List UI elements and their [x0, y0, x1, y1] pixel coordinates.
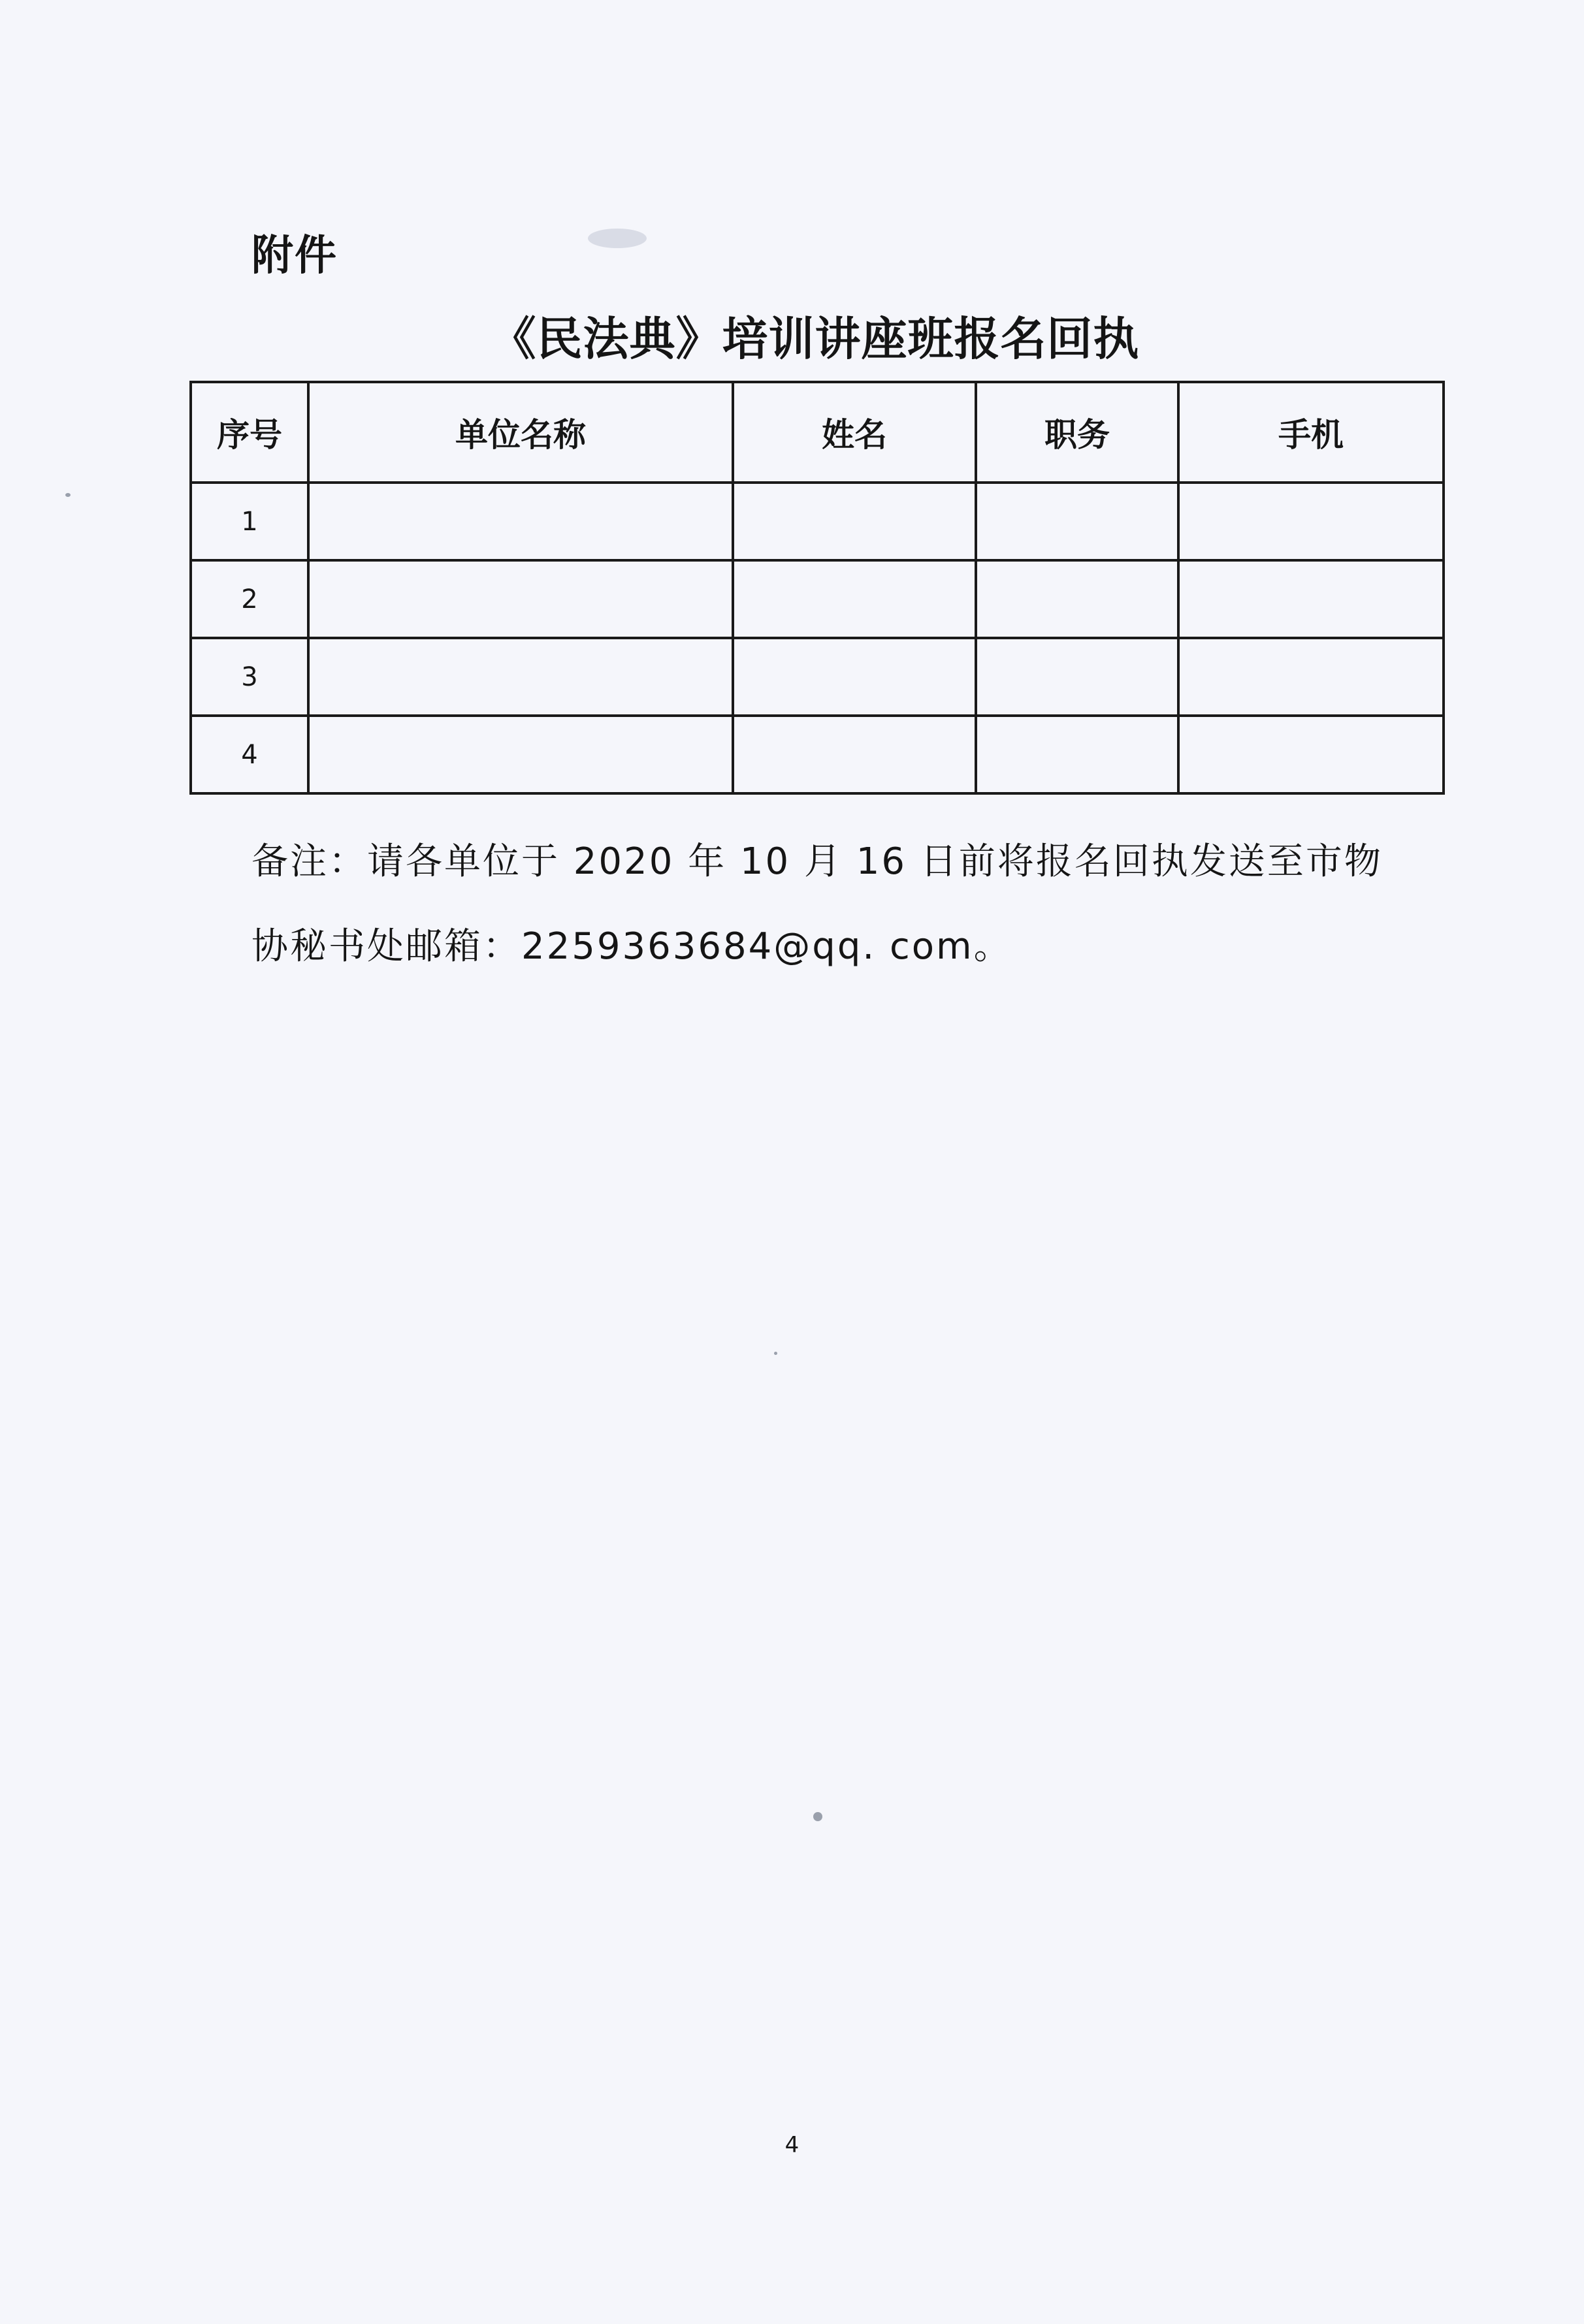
cell-position: [976, 716, 1178, 793]
table-row: [191, 560, 1444, 638]
header-name: 姓名: [733, 382, 976, 483]
cell-organization-name: [308, 716, 733, 793]
scan-speck: [774, 1352, 777, 1355]
table-header-row: [191, 382, 1444, 483]
cell-mobile: [1178, 560, 1444, 638]
cell-position: [976, 638, 1178, 716]
cell-position: [976, 560, 1178, 638]
cell-serial-number: 2: [191, 560, 308, 638]
cell-mobile: [1178, 483, 1444, 560]
cell-name: [733, 638, 976, 716]
cell-name: [733, 483, 976, 560]
cell-name: [733, 716, 976, 793]
scan-speck: [65, 493, 71, 497]
header-organization-name: 单位名称: [308, 382, 733, 483]
cell-serial-number: 4: [191, 716, 308, 793]
cell-mobile: [1178, 638, 1444, 716]
remark-line-2: 协秘书处邮箱：2259363684@qq. com。: [251, 925, 1012, 968]
table-row: [191, 483, 1444, 560]
remark-note: [251, 820, 1401, 989]
table-row: [191, 716, 1444, 793]
scan-speck: [813, 1812, 822, 1821]
header-mobile: 手机: [1178, 382, 1444, 483]
cell-mobile: [1178, 716, 1444, 793]
cell-serial-number: 1: [191, 483, 308, 560]
table-row: [191, 638, 1444, 716]
header-serial-number: 序号: [191, 382, 308, 483]
remark-line-1: 备注：请各单位于 2020 年 10 月 16 日前将报名回执发送至市物: [251, 840, 1383, 883]
page-number: 4: [784, 2132, 800, 2158]
cell-name: [733, 560, 976, 638]
registration-table: [189, 381, 1445, 795]
attachment-label: 附件: [251, 232, 338, 280]
cell-organization-name: [308, 483, 733, 560]
header-position: 职务: [976, 382, 1178, 483]
document-title: 《民法典》培训讲座班报名回执: [490, 312, 1140, 366]
cell-organization-name: [308, 638, 733, 716]
cell-position: [976, 483, 1178, 560]
cell-organization-name: [308, 560, 733, 638]
scan-speck: [588, 229, 647, 248]
cell-serial-number: 3: [191, 638, 308, 716]
